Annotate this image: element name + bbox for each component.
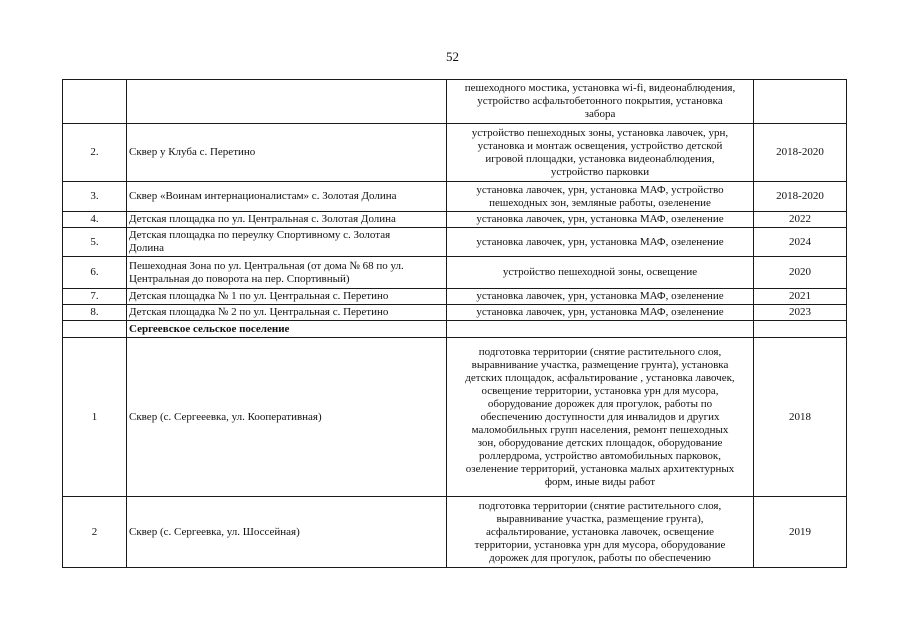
works-line: оборудование дорожек для прогулок, работы по — [487, 397, 713, 410]
object-name — [127, 80, 447, 124]
works-line: установка и монтаж освещения, устройство детской — [477, 139, 723, 152]
works-line: установка лавочек, урн, установка МАФ, озеленение — [476, 213, 724, 225]
object-name-line: Сквер «Воинам интернационалистам» с. Золотая Долина — [129, 190, 397, 202]
works-line: забора — [584, 108, 616, 120]
row-number: 6. — [63, 257, 127, 289]
works-line: зон, оборудование детских площадок, оборудование — [477, 436, 723, 449]
works-description — [447, 80, 754, 124]
works-line: подготовка территории (снятие растительного слоя, — [478, 345, 722, 358]
works-cell — [447, 321, 754, 338]
works-line: устройство пешеходных зоны, установка лавочек, урн, — [471, 126, 729, 139]
works-line: территории, установка урн для мусора, оборудование — [474, 538, 726, 551]
works-line: установка лавочек, урн, установка МАФ, озеленение — [476, 306, 724, 318]
works-line: устройство асфальтобетонного покрытия, установка — [477, 95, 723, 107]
works-line: освещение территории, установка урн для мусора, — [481, 384, 719, 397]
works-line: пешеходных зон, земляные работы, озеленение — [489, 196, 711, 209]
implementation-year — [754, 80, 847, 124]
works-line: роллердрома, устройство автомобильных парковок, — [479, 449, 721, 462]
works-line: установка лавочек, урн, установка МАФ, озеленение — [476, 235, 724, 248]
object-name — [127, 338, 447, 497]
object-name — [127, 289, 447, 305]
object-name-line: Сквер (с. Сергеевка, ул. Шоссейная) — [129, 525, 300, 538]
object-name-line: Центральная до поворота на пер. Спортивный) — [129, 272, 350, 285]
object-name-line: Детская площадка по переулку Спортивному с. Золотая — [129, 229, 391, 241]
object-name — [127, 182, 447, 212]
works-line: озеленение территорий, установка малых архитектурных — [465, 462, 735, 475]
works-description — [447, 497, 754, 568]
works-line: детских площадок, асфальтирование , установка лавочек, — [465, 371, 735, 384]
row-number: 4. — [63, 212, 127, 228]
works-line: пешеходного мостика, установка wi-fi, видеонаблюдения, — [464, 82, 736, 94]
works-description — [447, 124, 754, 182]
table-row — [63, 305, 847, 321]
object-name — [127, 228, 447, 257]
works-description — [447, 338, 754, 497]
implementation-year: 2022 — [754, 212, 847, 228]
row-number — [63, 80, 127, 124]
table-row — [63, 80, 847, 124]
works-line: игровой площадки, установка видеонаблюдения, — [485, 152, 715, 165]
works-line: выравнивание участка, размещение грунта), — [496, 512, 704, 525]
works-line: устройство пешеходной зоны, освещение — [502, 266, 698, 278]
works-line: выравнивание участка, размещение грунта), установка — [471, 358, 729, 371]
implementation-year: 2020 — [754, 257, 847, 289]
works-description — [447, 257, 754, 289]
works-line: подготовка территории (снятие растительного слоя, — [478, 499, 722, 512]
implementation-year: 2024 — [754, 228, 847, 257]
row-number: 2 — [63, 497, 127, 568]
table-row — [63, 289, 847, 305]
table-row — [63, 228, 847, 257]
section-heading: Сергеевское сельское поселение — [127, 321, 447, 338]
implementation-year: 2018-2020 — [754, 124, 847, 182]
implementation-year: 2019 — [754, 497, 847, 568]
row-number: 2. — [63, 124, 127, 182]
year-cell — [754, 321, 847, 338]
works-description — [447, 289, 754, 305]
object-name-line: Детская площадка № 2 по ул. Центральная с. Перетино — [129, 306, 389, 318]
object-name — [127, 257, 447, 289]
row-number: 3. — [63, 182, 127, 212]
implementation-year: 2018 — [754, 338, 847, 497]
object-name — [127, 497, 447, 568]
object-name-line: Долина — [129, 242, 165, 254]
row-number: 7. — [63, 289, 127, 305]
row-number-cell — [63, 321, 127, 338]
works-description — [447, 305, 754, 321]
object-name-line: Детская площадка по ул. Центральная с. Золотая Долина — [129, 213, 396, 225]
works-line: обеспечению доступности для инвалидов и других — [480, 410, 720, 423]
table-row — [63, 182, 847, 212]
works-line: дорожек для прогулок, работы по обеспечению — [489, 551, 711, 564]
works-line: форм, иные виды работ — [544, 475, 656, 488]
row-number: 8. — [63, 305, 127, 321]
object-name — [127, 212, 447, 228]
table-row — [63, 497, 847, 568]
works-description — [447, 182, 754, 212]
row-number: 5. — [63, 228, 127, 257]
object-name — [127, 305, 447, 321]
table-row — [63, 257, 847, 289]
section-row — [63, 321, 847, 338]
works-line: установка лавочек, урн, установка МАФ, озеленение — [476, 290, 724, 302]
works-line: асфальтирование, установка лавочек, освещение — [485, 525, 715, 538]
implementation-year: 2018-2020 — [754, 182, 847, 212]
row-number: 1 — [63, 338, 127, 497]
table-row — [63, 124, 847, 182]
works-line: установка лавочек, урн, установка МАФ, устройство — [476, 183, 724, 196]
table-row — [63, 212, 847, 228]
object-name-line: Сквер (с. Сергееевка, ул. Кооперативная) — [129, 410, 322, 423]
object-name-line: Сквер у Клуба с. Перетино — [129, 146, 256, 158]
implementation-year: 2023 — [754, 305, 847, 321]
page-number: 52 — [446, 49, 459, 64]
works-description — [447, 228, 754, 257]
table-row — [63, 338, 847, 497]
improvement-table — [62, 79, 847, 568]
object-name-line: Пешеходная Зона по ул. Центральная (от дома № 68 по ул. — [129, 259, 404, 272]
object-name-line: Детская площадка № 1 по ул. Центральная с. Перетино — [129, 290, 389, 302]
works-description — [447, 212, 754, 228]
object-name — [127, 124, 447, 182]
implementation-year: 2021 — [754, 289, 847, 305]
works-line: маломобильных групп населения, ремонт пешеходных — [471, 423, 729, 436]
works-line: устройство парковки — [550, 165, 650, 178]
